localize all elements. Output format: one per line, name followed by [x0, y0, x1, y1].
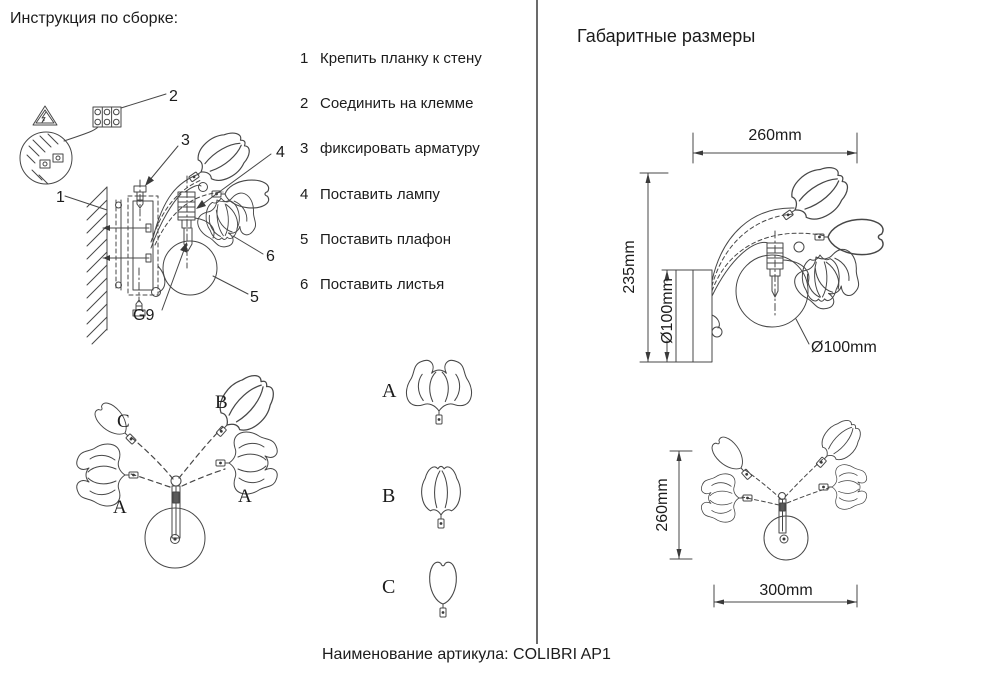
lamp-arms [712, 208, 826, 296]
callout-4: 4 [276, 144, 285, 161]
assembly-exploded-diagram [15, 80, 295, 345]
electric-warning-icon [33, 106, 57, 125]
leaf-type-c-label: C [382, 576, 396, 598]
step-number: 1 [300, 50, 309, 67]
leaf-shades [77, 367, 283, 506]
leaf-shades [782, 158, 883, 317]
step-number: 5 [300, 231, 309, 248]
dim-width-value: 300mm [759, 582, 813, 599]
callout-1: 1 [56, 189, 65, 206]
section-divider [536, 0, 538, 644]
assembly-steps-list [300, 40, 535, 300]
callout-6: 6 [266, 248, 275, 265]
wiring-detail-circle [20, 127, 98, 184]
leaf-label-a-left: A [113, 497, 127, 518]
dimensions-title: Габаритные размеры [577, 26, 756, 46]
step-row [300, 50, 482, 67]
leaf-type-a [406, 360, 471, 424]
dim-globe-value: Ø100mm [811, 339, 877, 356]
dim-plate-diameter [659, 270, 678, 362]
article-name: Наименование артикула: COLIBRI AP1 [322, 646, 611, 663]
dim-width-value: 260mm [748, 127, 802, 144]
step-text: Поставить лампу [320, 186, 440, 203]
step-row [300, 186, 440, 203]
dim-height-value: 260mm [654, 478, 671, 532]
lamp-body [145, 476, 205, 568]
dim-plate-value: Ø100mm [659, 278, 676, 344]
page-title: Инструкция по сборке: [10, 10, 179, 27]
front-view-diagram [55, 365, 300, 625]
step-text: Крепить планку к стену [320, 50, 482, 67]
step-row [300, 95, 473, 112]
callout-3: 3 [181, 132, 190, 149]
wall-section [87, 187, 107, 344]
terminal-block [93, 107, 121, 127]
step-row [300, 276, 444, 293]
step-text: Поставить листья [320, 276, 445, 293]
step-number: 3 [300, 140, 309, 157]
callout-2: 2 [169, 88, 178, 105]
step-number: 6 [300, 276, 309, 293]
leaf-shades [189, 124, 269, 254]
lamp-socket [767, 231, 783, 315]
leaf-type-b-label: B [382, 485, 396, 507]
lamp-arms [742, 458, 829, 505]
dim-width [693, 127, 857, 163]
leaf-type-b [422, 466, 461, 528]
dim-globe-diameter [796, 319, 877, 356]
step-number: 2 [300, 95, 309, 112]
leaf-type-c [430, 562, 457, 617]
callout-5: 5 [250, 289, 259, 306]
leaf-label-b: B [215, 392, 228, 413]
lamp-arms [131, 427, 225, 487]
empty-arm-ring [199, 183, 208, 192]
step-text: фиксировать арматуру [320, 140, 480, 157]
dim-height-value: 235mm [621, 240, 638, 294]
step-number: 4 [300, 186, 309, 203]
leaf-label-a-right: A [238, 486, 252, 507]
lamp-socket [178, 176, 195, 268]
step-text: Поставить плафон [320, 231, 452, 248]
leaf-label-c: C [117, 411, 130, 432]
callout-leaders [65, 94, 271, 310]
side-view-dimensioned [620, 115, 990, 380]
empty-arm-ring [794, 242, 804, 252]
dim-height [654, 451, 692, 559]
step-text: Соединить на клемме [320, 95, 474, 112]
front-view-dimensioned [640, 405, 920, 625]
leaf-types-legend [368, 355, 488, 625]
mounting-bracket [103, 200, 151, 290]
step-row [300, 140, 480, 157]
glass-globe [163, 241, 217, 295]
dim-width [714, 582, 857, 607]
step-row [300, 231, 451, 248]
wall-plate [128, 196, 158, 295]
leaf-type-a-label: A [382, 380, 397, 402]
socket-type-label: G9 [133, 307, 155, 324]
